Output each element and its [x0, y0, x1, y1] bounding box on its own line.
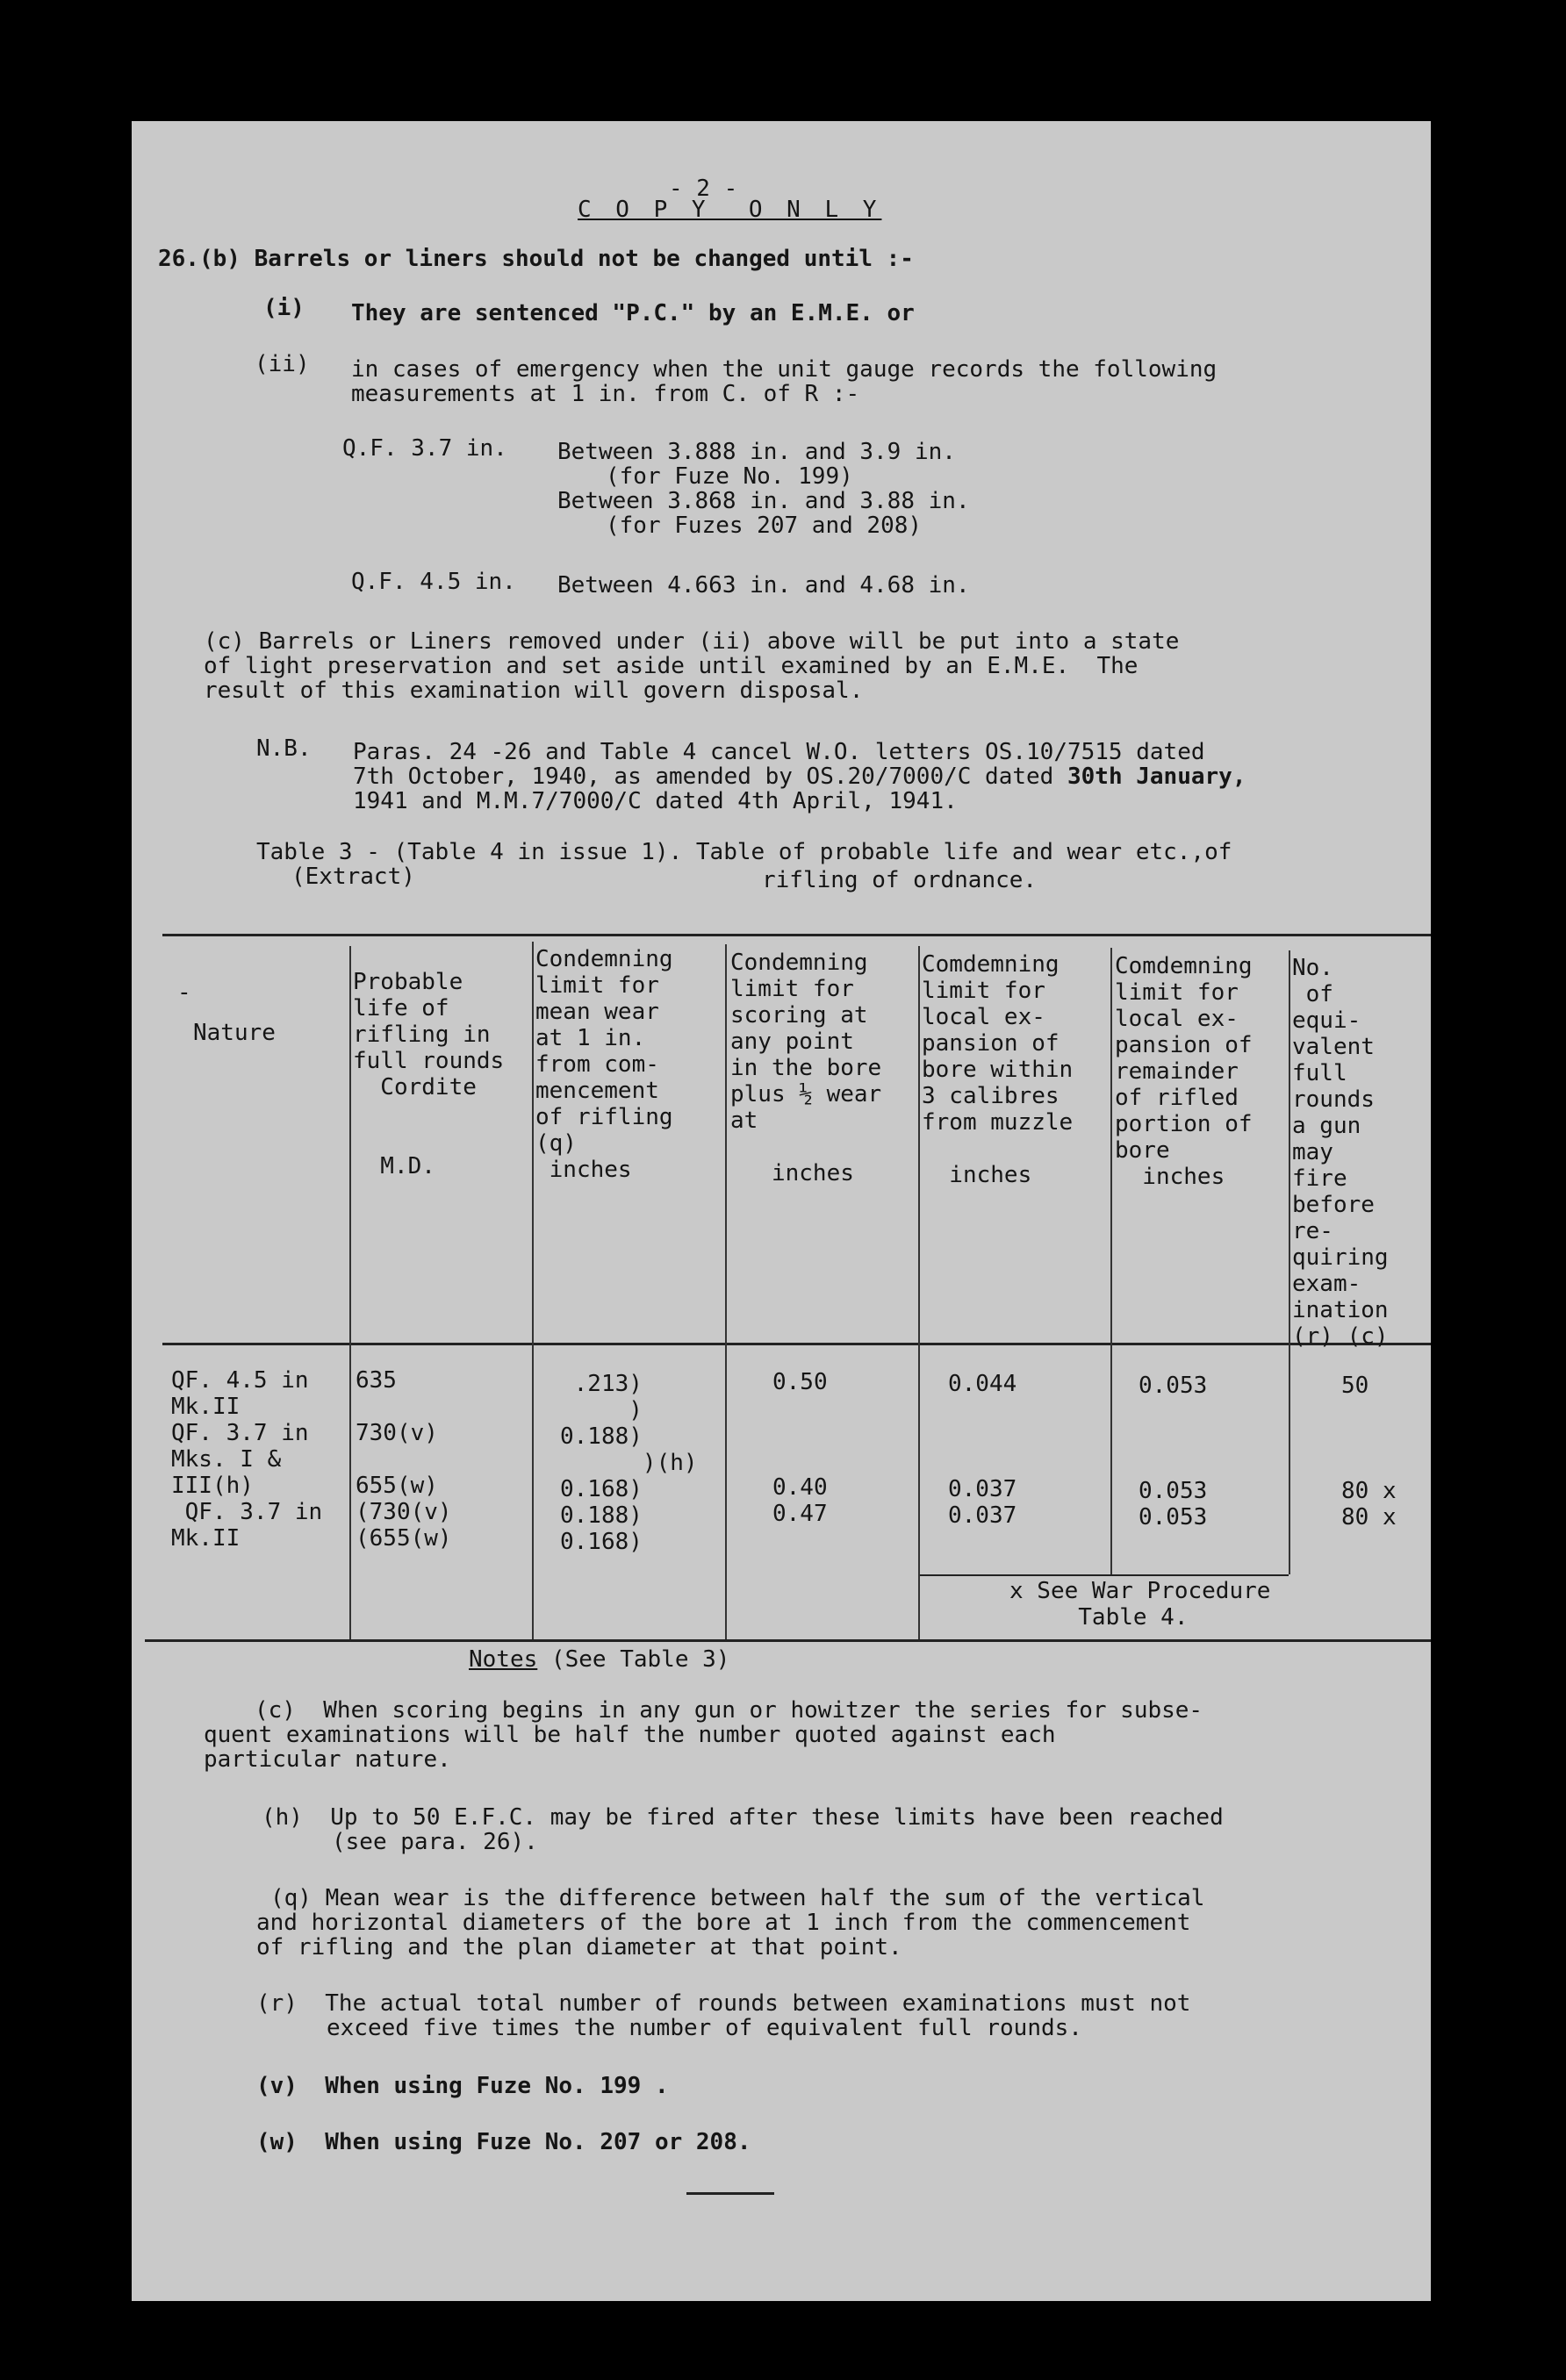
- nb-line1: Paras. 24 -26 and Table 4 cancel W.O. letters OS.10/7515 dated: [353, 739, 1205, 765]
- note-v: (v) When using Fuze No. 199 .: [256, 2073, 669, 2099]
- header-efc: No. of equi- valent full rounds a gun may fire before re- quiring exam- ination (r) (c): [1292, 955, 1389, 1350]
- document-page: [132, 121, 1431, 2301]
- cell-efc: 50 80 x 80 x: [1341, 1373, 1397, 1531]
- item-ii-line2: measurements at 1 in. from C. of R :-: [351, 381, 860, 407]
- col-divider-2: [532, 942, 534, 1639]
- qf45-label: Q.F. 4.5 in.: [351, 569, 516, 595]
- table-caption-line2: rifling of ordnance.: [762, 867, 1038, 893]
- item-ii-line1: in cases of emergency when the unit gauge records the following: [351, 356, 1218, 383]
- footnote-rule: [920, 1574, 1289, 1576]
- nb-line2: 7th October, 1940, as amended by OS.20/7000/C dated 30th January,: [353, 763, 1246, 790]
- table-bottom-rule: [145, 1639, 1431, 1642]
- table-header-rule: [162, 1343, 1431, 1345]
- note-h-line2: (see para. 26).: [332, 1829, 538, 1855]
- qf45-line: Between 4.663 in. and 4.68 in.: [557, 572, 970, 599]
- item-ii-number: (ii): [255, 351, 310, 377]
- nb-label: N.B.: [256, 735, 312, 762]
- note-w: (w) When using Fuze No. 207 or 208.: [256, 2129, 751, 2155]
- qf37-line1: Between 3.888 in. and 3.9 in.: [557, 439, 956, 465]
- col-divider-3: [725, 944, 727, 1639]
- header-scoring: Condemning limit for scoring at any point in the bore plus ½ wear at inches: [730, 950, 882, 1186]
- qf37-line3: Between 3.868 in. and 3.88 in.: [557, 488, 970, 514]
- header-nature: Nature: [193, 1020, 276, 1046]
- note-q-line1: (q) Mean wear is the difference between half the sum of the vertical: [270, 1885, 1205, 1911]
- header-probable-life: Probable life of rifling in full rounds Cordite M.D.: [353, 969, 505, 1179]
- nb-line3: 1941 and M.M.7/7000/C dated 4th April, 1941.: [353, 788, 958, 814]
- cell-mean-wear: .213) ) 0.188) )(h) 0.168) 0.188) 0.168): [560, 1371, 698, 1555]
- note-q-line2: and horizontal diameters of the bore at 1 inch from the commencement: [256, 1910, 1191, 1936]
- item-i-text: They are sentenced "P.C." by an E.M.E. or: [351, 300, 915, 326]
- page-number: - 2 -: [669, 176, 738, 202]
- qf37-line2: (for Fuze No. 199): [606, 463, 853, 490]
- notes-heading: Notes (See Table 3): [469, 1646, 730, 1673]
- note-r-line1: (r) The actual total number of rounds between examinations must not: [256, 1990, 1191, 2017]
- table-top-rule: [162, 934, 1431, 936]
- note-c-line1: (c) When scoring begins in any gun or howitzer the series for subse-: [255, 1697, 1203, 1724]
- para-c-line1: (c) Barrels or Liners removed under (ii) above will be put into a state: [204, 628, 1180, 655]
- table-footnote: x See War Procedure Table 4.: [1009, 1578, 1271, 1631]
- para-26b-intro: 26.(b) Barrels or liners should not be changed until :-: [158, 246, 914, 272]
- col-divider-6: [1289, 950, 1290, 1574]
- cell-nature: QF. 4.5 in Mk.II QF. 3.7 in Mks. I & III(h) QF. 3.7 in Mk.II: [171, 1367, 323, 1552]
- note-h-line1: (h) Up to 50 E.F.C. may be fired after these limits have been reached: [262, 1804, 1224, 1831]
- header-mean-wear: Condemning limit for mean wear at 1 in. from com- mencement of rifling (q) inches: [535, 946, 673, 1183]
- cell-remainder-expansion: 0.053 0.053 0.053: [1139, 1373, 1208, 1531]
- qf37-label: Q.F. 3.7 in.: [342, 435, 507, 462]
- para-c-line3: result of this examination will govern disposal.: [204, 677, 864, 704]
- qf37-line4: (for Fuzes 207 and 208): [606, 513, 923, 539]
- copy-only-heading: C O P Y O N L Y: [578, 197, 882, 223]
- note-c-line3: particular nature.: [204, 1746, 451, 1773]
- header-remainder-expansion: Comdemning limit for local ex- pansion of remainder of rifled portion of bore inches: [1115, 953, 1253, 1190]
- para-c-line2: of light preservation and set aside until examined by an E.M.E. The: [204, 653, 1139, 679]
- note-q-line3: of rifling and the plan diameter at that point.: [256, 1934, 902, 1961]
- end-rule: [686, 2192, 774, 2195]
- cell-scoring: 0.50 0.40 0.47: [772, 1369, 828, 1527]
- col-divider-1: [349, 946, 351, 1639]
- cell-local-expansion: 0.044 0.037 0.037: [948, 1371, 1017, 1529]
- note-c-line2: quent examinations will be half the number quoted against each: [204, 1722, 1056, 1748]
- header-local-expansion: Comdemning limit for local ex- pansion of bore within 3 calibres from muzzle inches: [922, 951, 1074, 1188]
- col-divider-4: [918, 946, 920, 1639]
- note-r-line2: exceed five times the number of equivalent full rounds.: [327, 2015, 1082, 2041]
- header-dash: -: [177, 979, 191, 1006]
- table-caption-extract: (Extract): [291, 864, 415, 890]
- col-divider-5: [1110, 948, 1112, 1574]
- cell-probable-life: 635 730(v) 655(w) (730(v) (655(w): [356, 1367, 452, 1552]
- item-i-number: (i): [263, 295, 305, 321]
- table-caption-line1: Table 3 - (Table 4 in issue 1). Table of probable life and wear etc.,of: [256, 839, 1232, 865]
